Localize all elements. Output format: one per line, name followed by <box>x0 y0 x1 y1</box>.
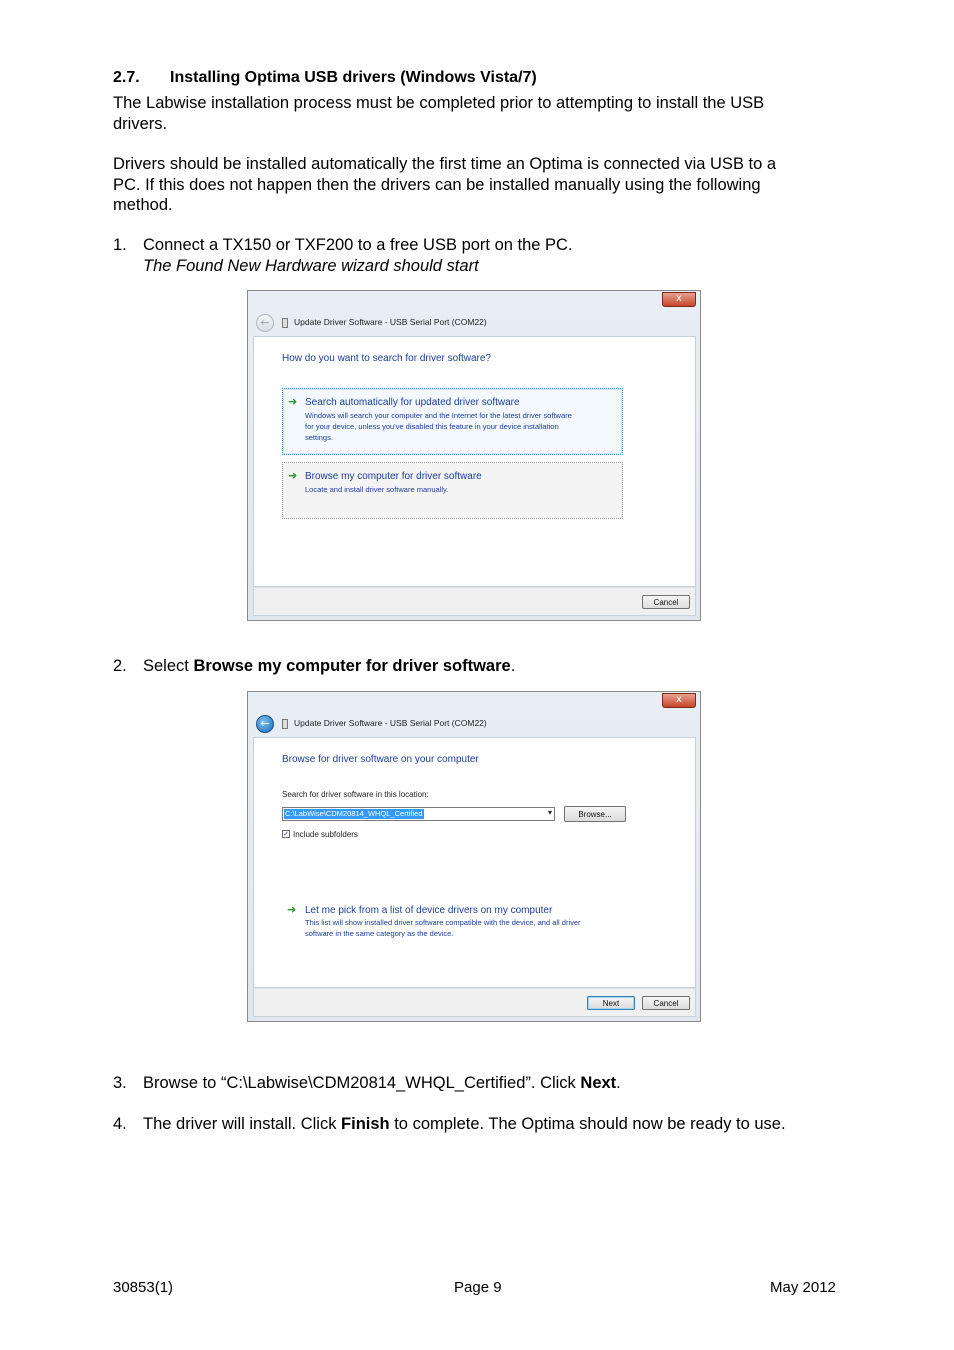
step-number: 2. <box>113 657 127 675</box>
step-text-post: . <box>616 1074 621 1092</box>
step-text <box>143 1073 621 1094</box>
section-heading <box>113 69 537 87</box>
text-line: drivers. <box>113 114 168 133</box>
option-title: Browse my computer for driver software <box>305 471 482 482</box>
search-location-label: Search for driver software in this location: <box>282 790 429 799</box>
footer-page-number: Page 9 <box>454 1279 502 1296</box>
dialog-prompt: Browse for driver software on your computer <box>282 754 479 765</box>
desc-line: This list will show installed driver software compatible with the device, and all driver <box>305 918 581 927</box>
driver-dialog-search-method <box>247 290 701 621</box>
dialog-content <box>253 336 696 587</box>
step-3 <box>113 1073 621 1094</box>
step-text-pre: Browse to “C:\Labwise\CDM20814_WHQL_Certified”. Click <box>143 1074 581 1092</box>
step-text-post: to complete. The Optima should now be ready to use. <box>389 1115 786 1133</box>
text-line: PC. If this does not happen then the drivers can be installed manually using the following <box>113 175 761 194</box>
option-description: Locate and install driver software manually. <box>305 485 449 494</box>
text-line: method. <box>113 196 173 214</box>
green-arrow-icon: ➜ <box>287 903 297 916</box>
browse-button[interactable]: Browse... <box>564 806 626 822</box>
desc-line: software in the same category as the device. <box>305 928 454 938</box>
dialog-title: Update Driver Software - USB Serial Port (COM22) <box>294 718 487 728</box>
close-button[interactable]: x <box>662 292 696 307</box>
desc-line: settings. <box>305 432 333 442</box>
dialog-prompt: How do you want to search for driver software? <box>282 353 491 364</box>
close-button[interactable]: x <box>662 693 696 708</box>
option-title: Search automatically for updated driver software <box>305 397 520 408</box>
step-1 <box>113 235 573 275</box>
footer-date: May 2012 <box>770 1279 836 1296</box>
next-button[interactable]: Next <box>587 996 635 1010</box>
cancel-button[interactable]: Cancel <box>642 996 690 1010</box>
step-number: 1. <box>113 236 127 254</box>
dropdown-arrow-icon[interactable]: ▾ <box>547 808 552 817</box>
intro-paragraph-2 <box>113 154 776 216</box>
location-value: C:\LabWise\CDM20814_WHQL_Certified <box>285 809 423 818</box>
step-text <box>143 1114 786 1135</box>
desc-line: for your device, unless you've disabled this feature in your device installation <box>305 421 559 431</box>
cancel-button[interactable]: Cancel <box>642 595 690 609</box>
section-number: 2.7. <box>113 69 140 86</box>
text-line: Drivers should be installed automatically the first time an Optima is connected via USB to a <box>113 155 777 173</box>
step-text <box>143 656 515 677</box>
location-combobox[interactable] <box>282 807 555 821</box>
step-number: 3. <box>113 1074 127 1092</box>
include-subfolders-checkbox[interactable]: ✓ <box>283 830 289 838</box>
text-line: The Labwise installation process must be completed prior to attempting to install the USB <box>113 94 765 112</box>
back-arrow-icon[interactable]: ← <box>256 715 274 733</box>
pick-from-list-link[interactable]: Let me pick from a list of device drivers on my computer <box>305 905 553 916</box>
dialog-title: Update Driver Software - USB Serial Port (COM22) <box>294 317 487 327</box>
step-4 <box>113 1114 786 1135</box>
step-text-bold: Next <box>580 1074 617 1092</box>
step-text-post: . <box>510 657 516 675</box>
browse-computer-option[interactable] <box>282 462 623 519</box>
green-arrow-icon: ➜ <box>288 469 298 482</box>
section-title: Installing Optima USB drivers (Windows Vista/7) <box>170 69 537 86</box>
device-icon <box>282 719 288 729</box>
desc-line: Windows will search your computer and the Internet for the latest driver software <box>305 411 572 420</box>
pick-from-list-description <box>305 918 581 940</box>
back-arrow-icon: ← <box>256 314 274 332</box>
step-text: Connect a TX150 or TXF200 to a free USB port on the PC. <box>143 236 573 254</box>
step-note: The Found New Hardware wizard should start <box>143 256 479 275</box>
dialog-footer <box>253 988 696 1017</box>
dialog-footer <box>253 587 696 616</box>
step-number: 4. <box>113 1115 127 1133</box>
green-arrow-icon: ➜ <box>288 395 298 408</box>
dialog-content <box>253 737 696 988</box>
include-subfolders-label: Include subfolders <box>293 830 358 839</box>
intro-paragraph-1 <box>113 93 764 134</box>
step-text-pre: Select <box>143 657 194 675</box>
search-automatically-option[interactable] <box>282 388 623 455</box>
option-description <box>305 411 572 443</box>
footer-document-number: 30853(1) <box>113 1279 174 1296</box>
step-text-bold: Finish <box>341 1115 390 1133</box>
step-2 <box>113 656 516 677</box>
step-text-pre: The driver will install. Click <box>143 1115 342 1133</box>
step-text-bold: Browse my computer for driver software <box>193 657 511 675</box>
driver-dialog-browse <box>247 691 701 1022</box>
device-icon <box>282 318 288 328</box>
